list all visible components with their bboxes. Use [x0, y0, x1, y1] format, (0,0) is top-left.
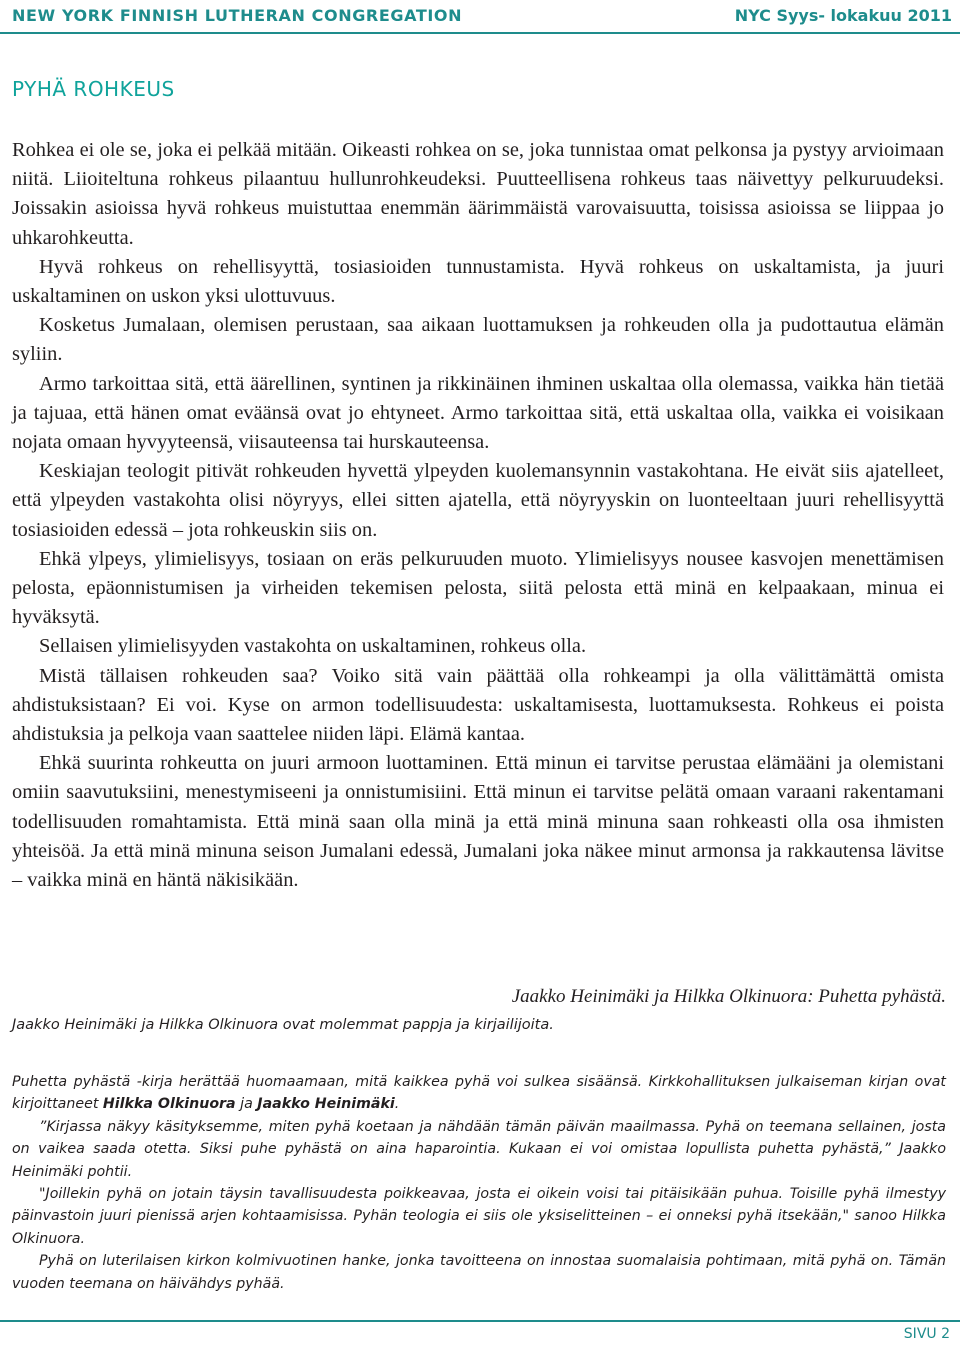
book-note-intro — [12, 1071, 946, 1116]
book-note-text: Puhetta pyhästä -kirja herättää huomaamaan, mitä kaikkea pyhä voi sulkea sisäänsä. Kirkkohallituksen julkaiseman kirjan ovat kirjoittaneet — [12, 1074, 946, 1113]
book-note-text: ja — [235, 1096, 258, 1113]
article-source: Jaakko Heinimäki ja Hilkka Olkinuora: Puhetta pyhästä. — [511, 986, 946, 1007]
article-paragraph: Keskiajan teologit pitivät rohkeuden hyvettä ylpeyden kuolemansynnin vastakohtana. He eivät siis ajatelleet, että ylpeyden vastakohta olisi nöyryys, ellei sitten ajatella, että nöyryyskin on luonteeltaan juuri rehellisyyttä tosiasioiden edessä – jota rohkeuskin siis on. — [12, 460, 944, 541]
article-paragraph: Hyvä rohkeus on rehellisyyttä, tosiasioiden tunnustamista. Hyvä rohkeus on uskaltamista, ja juuri uskaltaminen on uskon yksi ulottuvuus. — [12, 255, 944, 308]
article-paragraph: Kosketus Jumalaan, olemisen perustaan, saa aikaan luottamuksen ja rohkeuden olla ja pudottautua elämän syliin. — [12, 314, 944, 366]
book-note — [12, 1071, 946, 1295]
article-paragraph: Armo tarkoittaa sitä, että äärellinen, syntinen ja rikkinäinen ihminen uskaltaa olla olemassa, vaikka hän tietää ja tajuaa, että hänen omat eväänsä ovat jo ehtyneet. Armo tarkoittaa sitä, että uskaltaa olla, vaikka ei voisikaan nojata omaan hyvyyteensä, viisauteensa tai hurskauteensa. — [12, 372, 944, 454]
footer-divider — [0, 1320, 960, 1322]
article-paragraph: Mistä tällaisen rohkeuden saa? Voiko sitä vain päättää olla rohkeampi ja olla välittämättä omista ahdistuksistaan? Ei voi. Kyse on armon todellisuudesta: uskaltamisesta, luottamuksesta. Rohkeus ei poista ahdistuksia ja pelkoja vaan saattelee niiden läpi. Elämä kantaa. — [12, 664, 944, 746]
article-paragraph: Rohkea ei ole se, joka ei pelkää mitään. Oikeasti rohkea on se, joka tunnistaa omat pelkonsa ja pystyy arvioimaan niitä. Liioiteltuna rohkeus pilaantuu hullunrohkeudeksi. Puutteellisena rohkeus taas näivettyy pelkuruudeksi. Joissakin asioissa hyvä rohkeus muistuttaa enemmän äärimmäistä varovaisuutta, toisissa asioissa se liippaa jo uhkarohkeutta. — [12, 139, 944, 249]
issue-date: NYC Syys- lokakuu 2011 — [734, 6, 952, 25]
book-note-paragraph: "Joillekin pyhä on jotain täysin tavallisuudesta poikkeavaa, josta ei oikein voisi tai pitäisikään puhua. Toisille pyhä ilmestyy päinvastoin juuri pienissä arjen kohtaamisissa. Pyhän teologia ei siis ole yksiselitteinen – ei onneksi pyhä itsekään," sanoo Hilkka Olkinuora. — [12, 1186, 946, 1247]
page-number: SIVU 2 — [903, 1326, 950, 1342]
author-name: Hilkka Olkinuora — [102, 1096, 236, 1113]
article-paragraph: Ehkä ylpeys, ylimielisyys, tosiaan on eräs pelkuruuden muoto. Ylimielisyys nousee kasvojen menettämisen pelosta, epäonnistumisen ja virheiden tekemisen pelosta, siitä pelosta että minä en kelpaakaan, minua ei hyväksytä. — [12, 547, 944, 629]
article-title: PYHÄ ROHKEUS — [12, 77, 175, 101]
book-note-paragraph: ”Kirjassa näkyy käsityksemme, miten pyhä koetaan ja nähdään tämän päivän maailmassa. Pyhä on teemana sellainen, josta on vaikea saada otetta. Siksi puhe pyhästä on aina haparointia. Kukaan ei voi omistaa lopullista puhetta pyhästä,” Jaakko Heinimäki pohtii. — [12, 1118, 946, 1180]
author-name: Jaakko Heinimäki — [257, 1096, 395, 1113]
article-body — [12, 136, 944, 895]
article-paragraph: Sellaisen ylimielisyyden vastakohta on uskaltaminen, rohkeus olla. — [39, 635, 587, 658]
article-paragraph: Ehkä suurinta rohkeutta on juuri armoon luottaminen. Että minun ei tarvitse perustaa elämääni ja olemistani omiin saavutuksiini, menestymiseeni ja onnistumisiini. Että minun ei tarvitse pelätä omaan varaani rakentamani todellisuuden romahtamista. Että minä saan olla minä ja että minä minuna saan rohkeasti olla osa ihmisten yhteisöä. Ja että minä minuna seison Jumalani edessä, Jumalani joka näkee minut armonsa ja rakkautensa lävitse – vaikka minä en häntä näkisikään. — [12, 752, 944, 892]
book-note-text: . — [394, 1096, 400, 1113]
authors-note: Jaakko Heinimäki ja Hilkka Olkinuora ovat molemmat pappja ja kirjailijoita. — [12, 1017, 554, 1033]
congregation-name: NEW YORK FINNISH LUTHERAN CONGREGATION — [12, 6, 463, 25]
page-header — [0, 0, 960, 34]
book-note-paragraph: Pyhä on luterilaisen kirkon kolmivuotinen hanke, jonka tavoitteena on innostaa suomalaisia pohtimaan, mitä pyhä on. Tämän vuoden teemana on häivähdys pyhää. — [12, 1253, 946, 1292]
